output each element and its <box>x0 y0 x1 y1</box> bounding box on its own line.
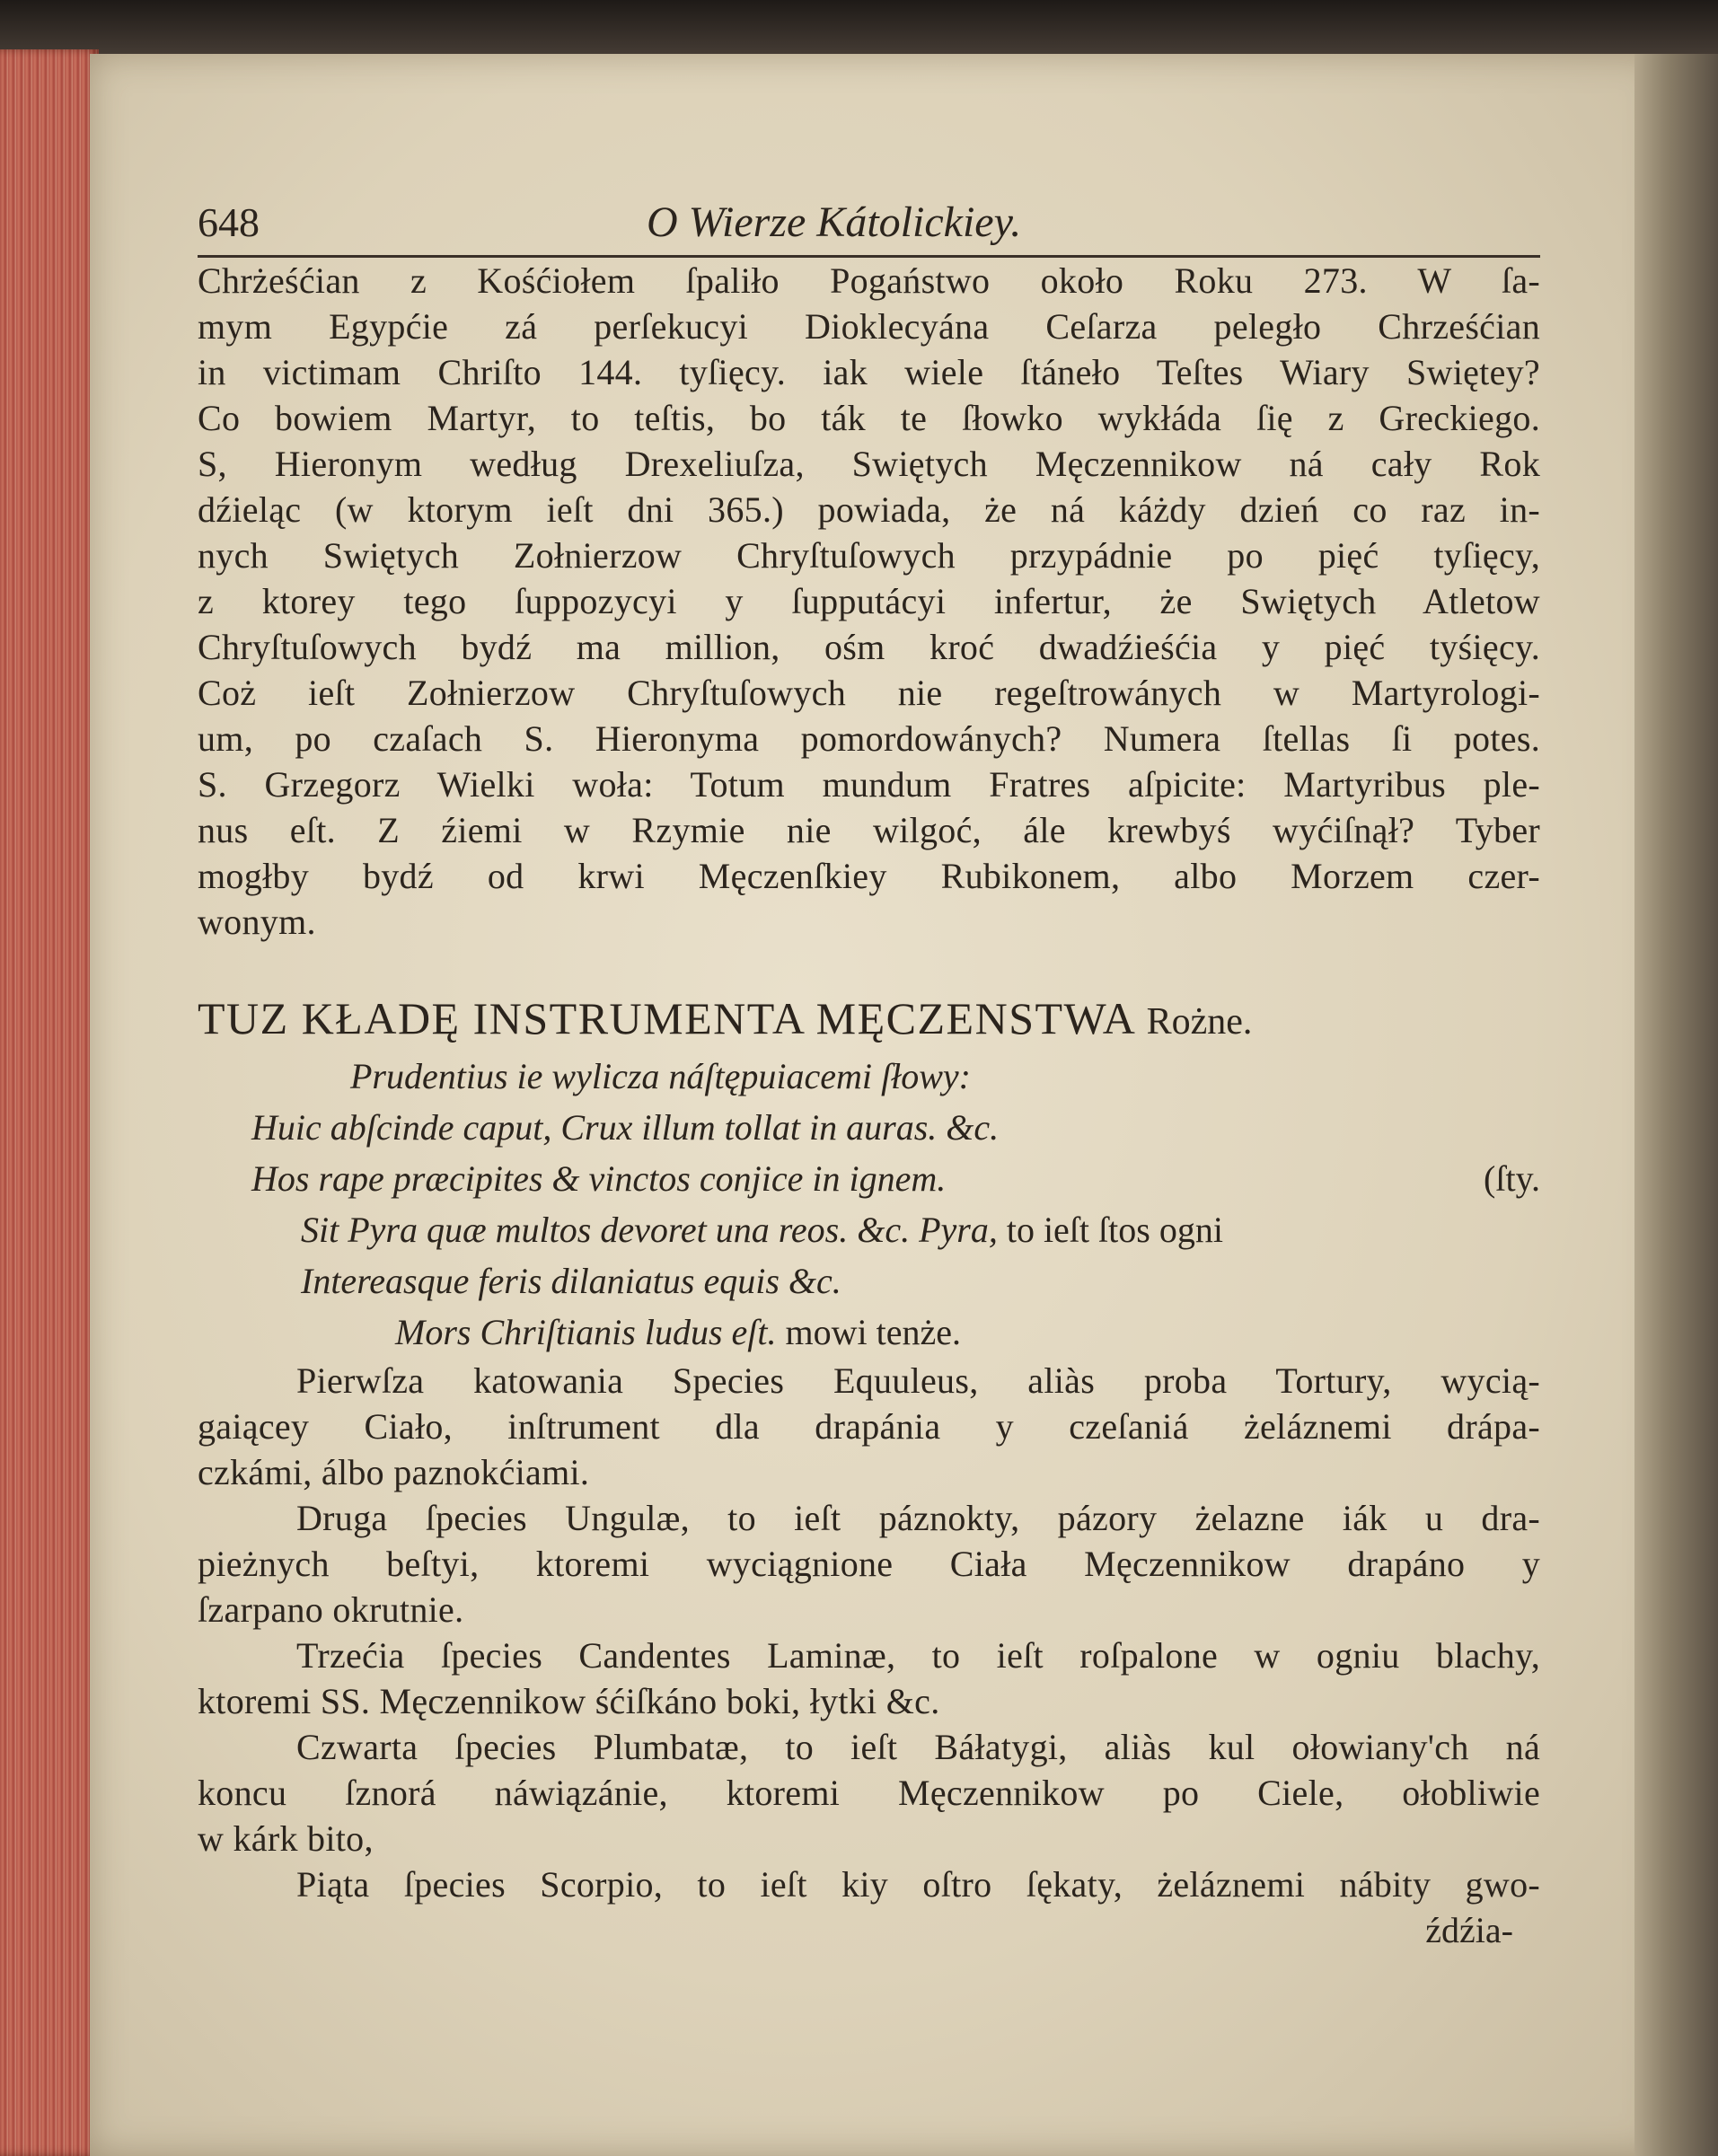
book-gutter <box>1634 54 1718 2156</box>
text-line: ktoremi SS. Męczennikow śćiſkáno boki, łytki &c. <box>198 1681 940 1721</box>
page-number: 648 <box>198 199 260 245</box>
verse-line-5 <box>198 1307 1540 1358</box>
section-heading-tail: Rożne. <box>1146 1001 1253 1043</box>
section-heading-main: TUZ KŁADĘ INSTRUMENTA MĘCZENSTWA <box>198 993 1134 1043</box>
text-line: Co bowiem Martyr, to teſtis, bo ták te ſłowko wykłáda ſię z Greckiego. <box>198 398 1540 438</box>
verse-line-1: Huic abſcinde caput, Crux illum tollat in auras. &c. <box>251 1107 1000 1148</box>
paragraph-5 <box>198 1724 1540 1861</box>
intro-line: Prudentius ie wylicza náſtępuiacemi ſłowy: <box>350 1056 971 1096</box>
page-edges <box>0 49 99 2156</box>
text-line: w kárk bito, <box>198 1818 374 1859</box>
verse-gloss: to ieſt ſtos ogni <box>997 1210 1223 1250</box>
text-line: nych Swiętych Zołnierzow Chryſtuſowych przypádnie po pięć tyſięcy, <box>198 535 1540 576</box>
verse-gloss: mowi tenże. <box>776 1312 961 1352</box>
text-line: mogłby bydź od krwi Męczenſkiey Rubikonem, albo Morzem czer- <box>198 856 1540 896</box>
verse-text: Sit Pyra quæ multos devoret una reos. &c. Pyra, <box>301 1210 998 1250</box>
text-line: dźieląc (w ktorym ieſt dni 365.) powiada, że ná káżdy dzień co raz in- <box>198 489 1540 530</box>
text-line: koncu ſznorá náwiązánie, ktoremi Męczennikow po Ciele, ołobliwie <box>198 1773 1540 1813</box>
paragraph-3 <box>198 1495 1540 1632</box>
text-line: pieżnych beſtyi, ktoremi wyciągnione Ciała Męczennikow drapáno y <box>198 1544 1540 1584</box>
text-line: gaiącey Ciało, inſtrument dla drapánia y czeſaniá żeláznemi drápa- <box>198 1406 1540 1447</box>
text-line: nus eſt. Z źiemi w Rzymie nie wilgoć, ále krewbyś wyćiſnął? Tyber <box>198 810 1540 850</box>
text-line: S, Hieronym według Drexeliuſza, Swiętych Męczennikow ná cały Rok <box>198 444 1540 484</box>
verse-line-3 <box>198 1204 1540 1255</box>
text-line: ſzarpano okrutnie. <box>198 1589 464 1630</box>
verse-text: Mors Chriſtianis ludus eſt. <box>395 1312 777 1352</box>
text-line: Coż ieſt Zołnierzow Chryſtuſowych nie regeſtrowánych w Martyrologi- <box>198 673 1540 713</box>
text-line: um, po czaſach S. Hieronyma pomordowánych? Numera ſtellas ſi potes. <box>198 718 1540 759</box>
paragraph-2 <box>198 1358 1540 1495</box>
running-title: O Wierze Kátolickiey. <box>647 198 1022 246</box>
text-line: wonym. <box>198 902 316 942</box>
text-line: S. Grzegorz Wielki woła: Totum mundum Fratres aſpicite: Martyribus ple- <box>198 764 1540 805</box>
paragraph-1 <box>198 258 1540 945</box>
running-head <box>198 199 1540 255</box>
verse-overflow: (ſty. <box>1484 1158 1540 1199</box>
text-line: czkámi, álbo paznokćiami. <box>198 1452 590 1492</box>
text-line: Chryſtuſowych bydź ma million, ośm kroć dwadźieśćia y pięć tyśięcy. <box>198 627 1540 667</box>
text-line: Trzećia ſpecies Candentes Laminæ, to ieſt roſpalone w ogniu blachy, <box>296 1635 1540 1676</box>
catchword: źdźia- <box>1425 1910 1513 1950</box>
text-line: Piąta ſpecies Scorpio, to ieſt kiy oſtro ſękaty, żeláznemi nábity gwo- <box>296 1864 1540 1905</box>
text-line: in victimam Chriſto 144. tyſięcy. iak wiele ſtáneło Teſtes Wiary Swiętey? <box>198 352 1540 392</box>
text-line: Pierwſza katowania Species Equuleus, aliàs proba Tortury, wycią- <box>296 1360 1540 1401</box>
text-line: Druga ſpecies Ungulæ, to ieſt páznokty, pázory żelazne iák u dra- <box>296 1498 1540 1538</box>
section-heading <box>198 990 1540 1051</box>
page-text <box>198 199 1540 1953</box>
paragraph-4 <box>198 1632 1540 1724</box>
text-line: z ktorey tego ſuppozycyi y ſupputácyi infertur, że Swiętych Atletow <box>198 581 1540 621</box>
verse-line-2 <box>198 1153 1540 1204</box>
text-line: Chrżeśćian z Kośćiołem ſpaliło Pogaństwo około Roku 273. W ſa- <box>198 260 1540 301</box>
paragraph-6 <box>198 1861 1540 1907</box>
verse-line-4: Intereasque feris dilaniatus equis &c. <box>301 1261 841 1301</box>
text-line: Czwarta ſpecies Plumbatæ, to ieſt Báłatygi, aliàs kul ołowiany'ch ná <box>296 1727 1540 1767</box>
verse-text: Hos rape præcipites & vinctos conjice in ignem. <box>251 1158 947 1199</box>
text-line: mym Egypćie zá perſekucyi Dioklecyána Ceſarza peległo Chrześćian <box>198 306 1540 347</box>
